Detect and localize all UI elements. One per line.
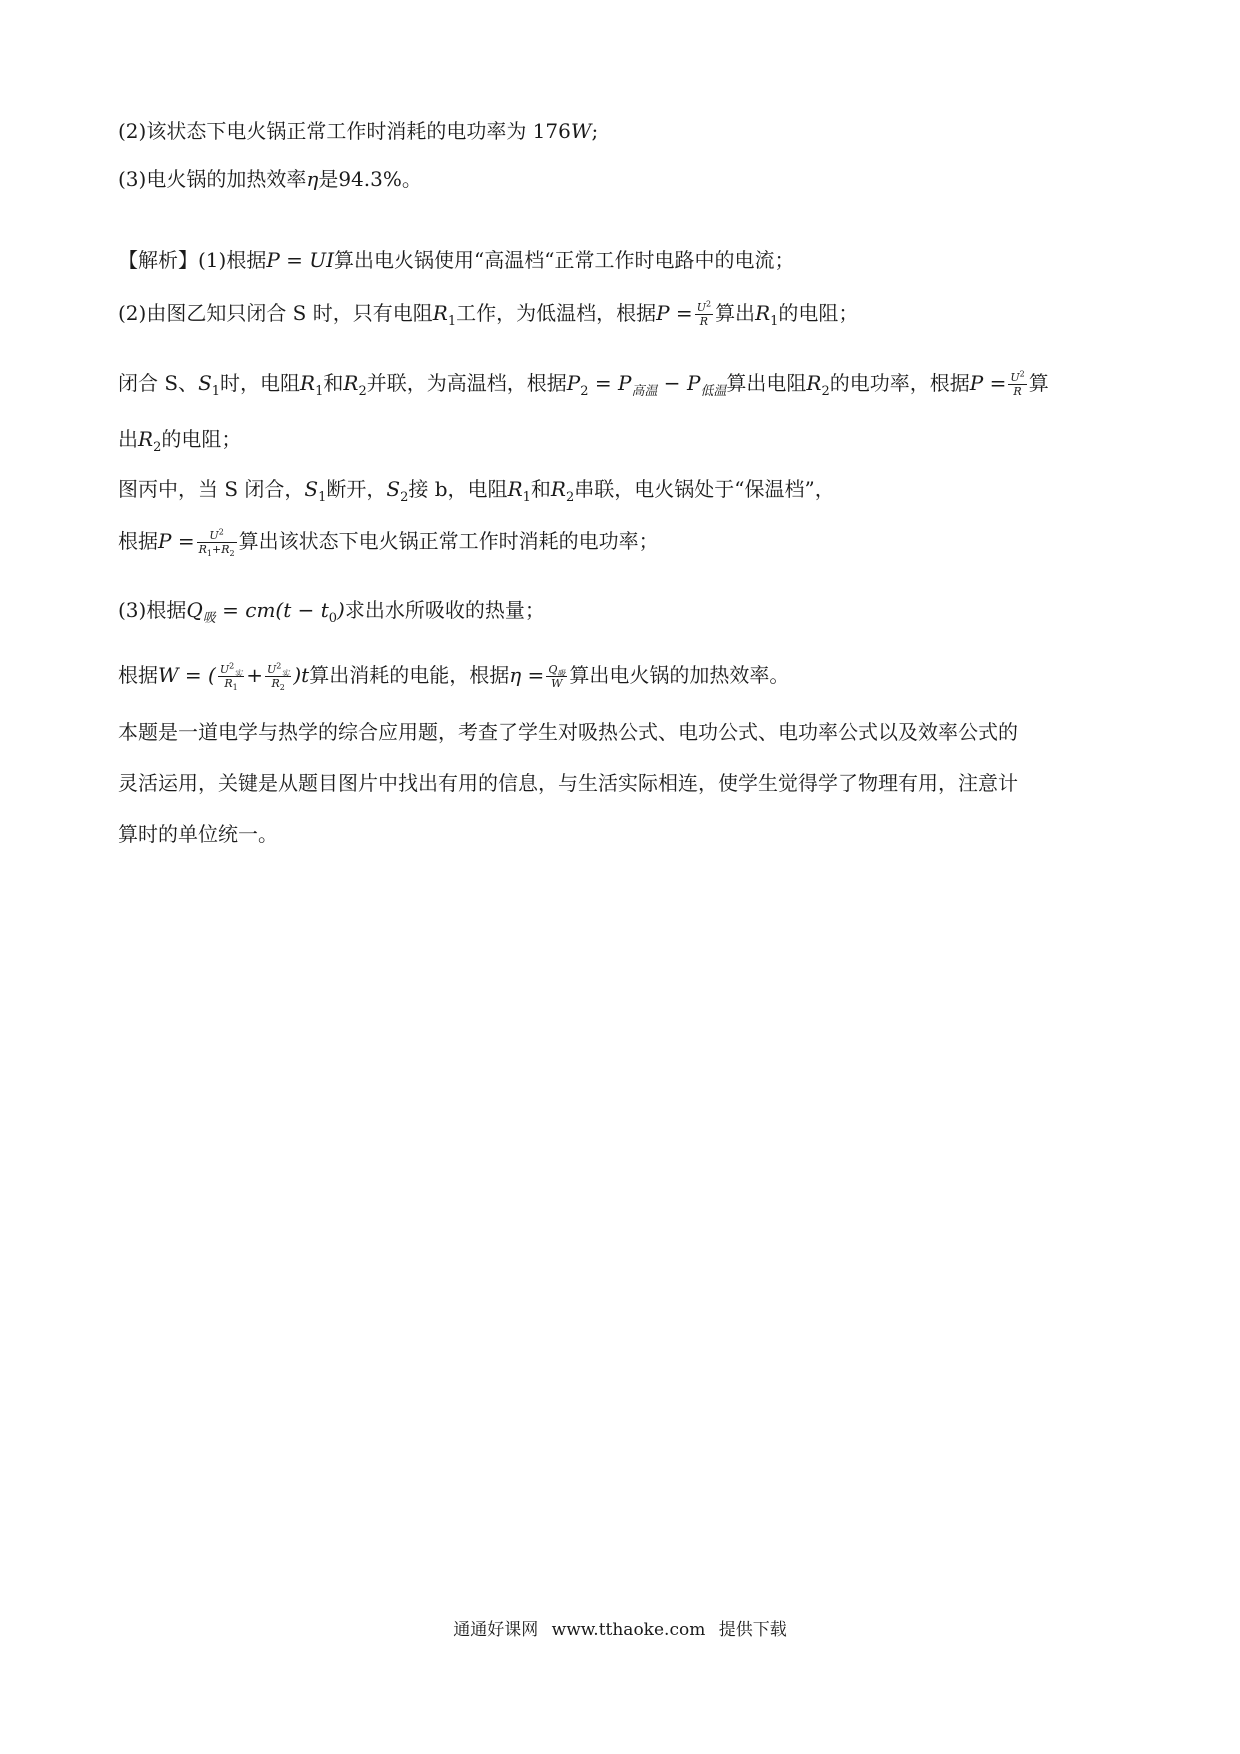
summary-line-2: 灵活运用，关键是从题目图片中找出有用的信息，与生活实际相连，使学生觉得学了物理有用，注意计	[118, 771, 1018, 795]
analysis-line-6: 根据P = $\frac{U^2}{R_1+R_2}$ 算出该状态下电火锅正常工作时消耗的电功率；	[118, 527, 659, 559]
page-footer	[0, 1618, 1240, 1642]
analysis-line-7: (3)根据$Q_吸 = cm(t - t_0)$求出水所吸收的热量；	[118, 598, 545, 626]
analysis-line-1: 【解析】(1)根据P = UI算出电火锅使用“高温档“正常工作时电路中的电流；	[118, 248, 795, 272]
analysis-line-2: (2)由图乙知只闭合 S 时，只有电阻$R_1$工作，为低温档，根据P = $\frac{U^2}{R}$ 算出$R_1$的电阻；	[118, 299, 859, 329]
formula-fraction: $\frac{U^2_实}{R_2}$	[266, 661, 290, 693]
analysis-line-3: 闭合 S、$S_1$时，电阻$R_1$和$R_2$并联，为高温档，根据$P_2 = P_{高温} - P_{低温}$算出电阻$R_2$的电功率，根据P = $\frac{U^2}{R}$ 算	[118, 369, 1049, 399]
summary-line-1: 本题是一道电学与热学的综合应用题，考查了学生对吸热公式、电功公式、电功率公式以及效率公式的	[118, 720, 1018, 744]
footer-site: 通通好课网	[453, 1620, 539, 1640]
analysis-line-5: 图丙中，当 S 闭合，$S_1$断开，$S_2$接 b，电阻$R_1$和$R_2$串联，电火锅处于“保温档”，	[118, 477, 835, 505]
formula-fraction: $\frac{U^2}{R}$	[1010, 369, 1025, 398]
footer-url[interactable]: www.tthaoke.com	[551, 1620, 706, 1640]
summary-line-3: 算时的单位统一。	[118, 822, 278, 846]
answer-3: (3)电火锅的加热效率η是94.3%。	[118, 167, 422, 191]
formula-fraction: $\frac{U^2_实}{R_1}$	[219, 661, 243, 693]
formula-fraction: $\frac{U^2}{R_1+R_2}$	[198, 527, 235, 559]
analysis-label: 【解析】	[118, 248, 198, 272]
analysis-line-4: 出$R_2$的电阻；	[118, 427, 242, 455]
analysis-line-8: 根据W = ( $\frac{U^2_实}{R_1}$ + $\frac{U^2_实}{R_2}$ )t算出消耗的电能，根据η = $\frac{Q_吸}{W}$ 算出电火锅的加热效率。	[118, 661, 790, 693]
footer-note: 提供下载	[718, 1620, 787, 1640]
formula-fraction: $\frac{Q_吸}{W}$	[548, 663, 566, 690]
answer-2: (2)该状态下电火锅正常工作时消耗的电功率为 176W;	[118, 119, 599, 143]
formula-fraction: $\frac{U^2}{R}$	[696, 299, 712, 328]
